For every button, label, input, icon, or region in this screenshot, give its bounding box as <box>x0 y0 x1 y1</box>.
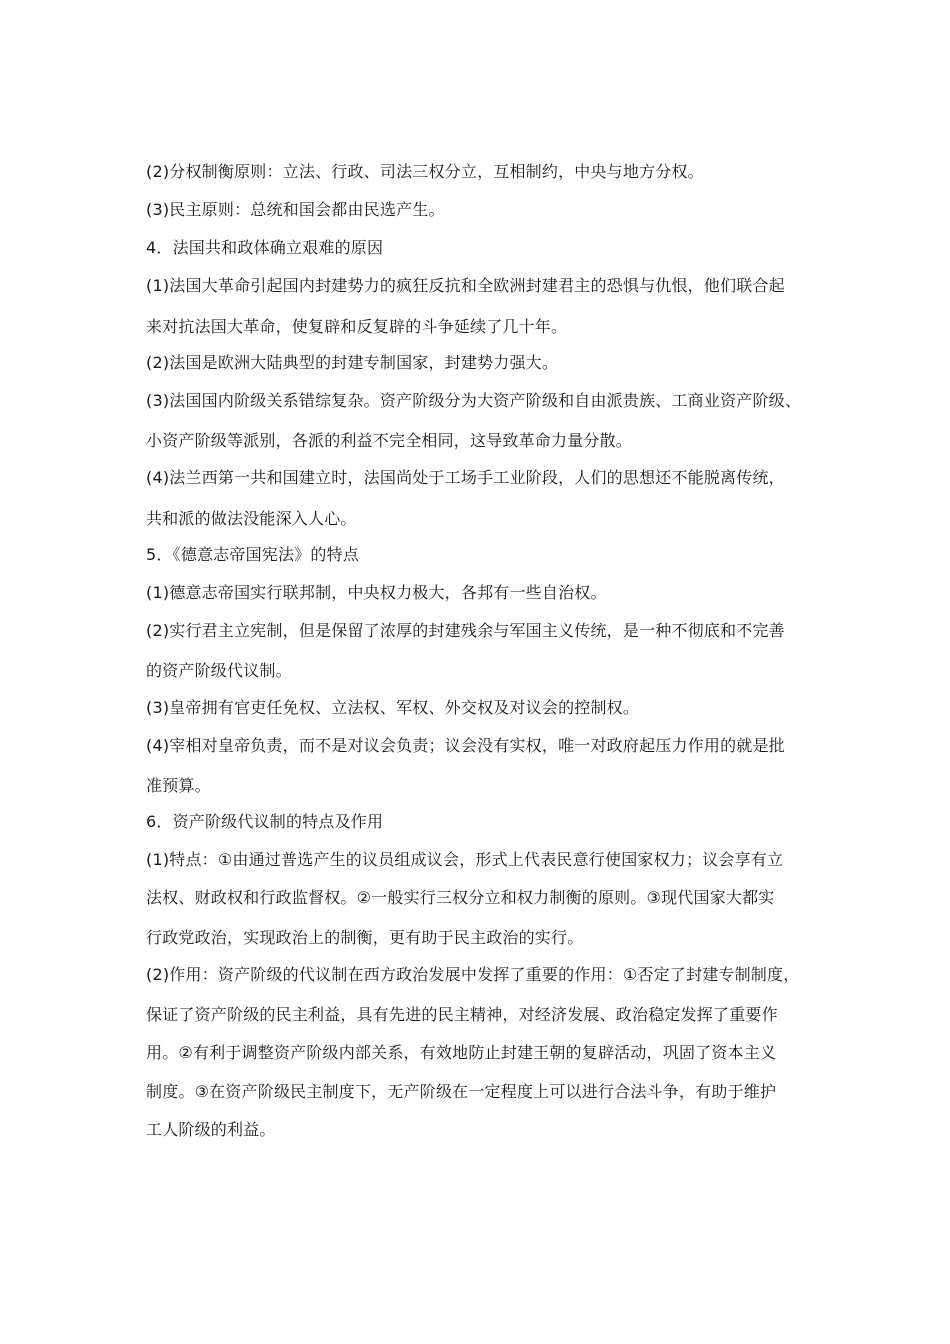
text-line: 的资产阶级代议制。 <box>146 661 292 680</box>
text-line: (1)法国大革命引起国内封建势力的疯狂反抗和全欧洲封建君主的恐惧与仇恨，他们联合起 <box>146 276 785 295</box>
text-line: 制度。③在资产阶级民主制度下，无产阶级在一定程度上可以进行合法斗争，有助于维护 <box>146 1082 777 1101</box>
text-line: (2)分权制衡原则：立法、行政、司法三权分立，互相制约，中央与地方分权。 <box>146 162 704 181</box>
text-line: (2)实行君主立宪制，但是保留了浓厚的封建残余与军国主义传统，是一种不彻底和不完善 <box>146 621 785 640</box>
section-heading: 4．法国共和政体确立艰难的原因 <box>146 238 384 257</box>
text-line: (2)作用：资产阶级的代议制在西方政治发展中发挥了重要的作用：①否定了封建专制制度， <box>146 965 800 984</box>
text-line: 用。②有利于调整资产阶级内部关系，有效地防止封建王朝的复辟活动，巩固了资本主义 <box>146 1043 777 1062</box>
text-line: (3)法国国内阶级关系错综复杂。资产阶级分为大资产阶级和自由派贵族、工商业资产阶级、 <box>146 391 802 410</box>
text-line: (3)民主原则：总统和国会都由民选产生。 <box>146 200 445 219</box>
section-heading: 5．《德意志帝国宪法》的特点 <box>146 545 359 564</box>
text-line: 准预算。 <box>146 776 211 795</box>
text-line: 保证了资产阶级的民主利益，具有先进的民主精神，对经济发展、政治稳定发挥了重要作 <box>146 1005 778 1024</box>
text-line: 行政党政治，实现政治上的制衡，更有助于民主政治的实行。 <box>146 928 584 947</box>
text-line: 来对抗法国大革命，使复辟和反复辟的斗争延续了几十年。 <box>146 317 568 336</box>
text-line: (2)法国是欧洲大陆典型的封建专制国家，封建势力强大。 <box>146 353 559 372</box>
text-line: 小资产阶级等派别，各派的利益不完全相同，这导致革命力量分散。 <box>146 431 633 450</box>
text-line: (1)德意志帝国实行联邦制，中央权力极大，各邦有一些自治权。 <box>146 583 607 602</box>
section-heading: 6．资产阶级代议制的特点及作用 <box>146 812 384 831</box>
text-line: (3)皇帝拥有官吏任免权、立法权、军权、外交权及对议会的控制权。 <box>146 698 640 717</box>
text-line: (1)特点：①由通过普选产生的议员组成议会，形式上代表民意行使国家权力；议会享有立 <box>146 850 784 869</box>
text-line: 共和派的做法没能深入人心。 <box>146 509 357 528</box>
text-line: (4)法兰西第一共和国建立时，法国尚处于工场手工业阶段，人们的思想还不能脱离传统， <box>146 468 785 487</box>
text-line: 工人阶级的利益。 <box>146 1120 276 1139</box>
text-line: (4)宰相对皇帝负责，而不是对议会负责；议会没有实权，唯一对政府起压力作用的就是批 <box>146 736 785 755</box>
text-line: 法权、财政权和行政监督权。②一般实行三权分立和权力制衡的原则。③现代国家大都实 <box>146 888 775 907</box>
